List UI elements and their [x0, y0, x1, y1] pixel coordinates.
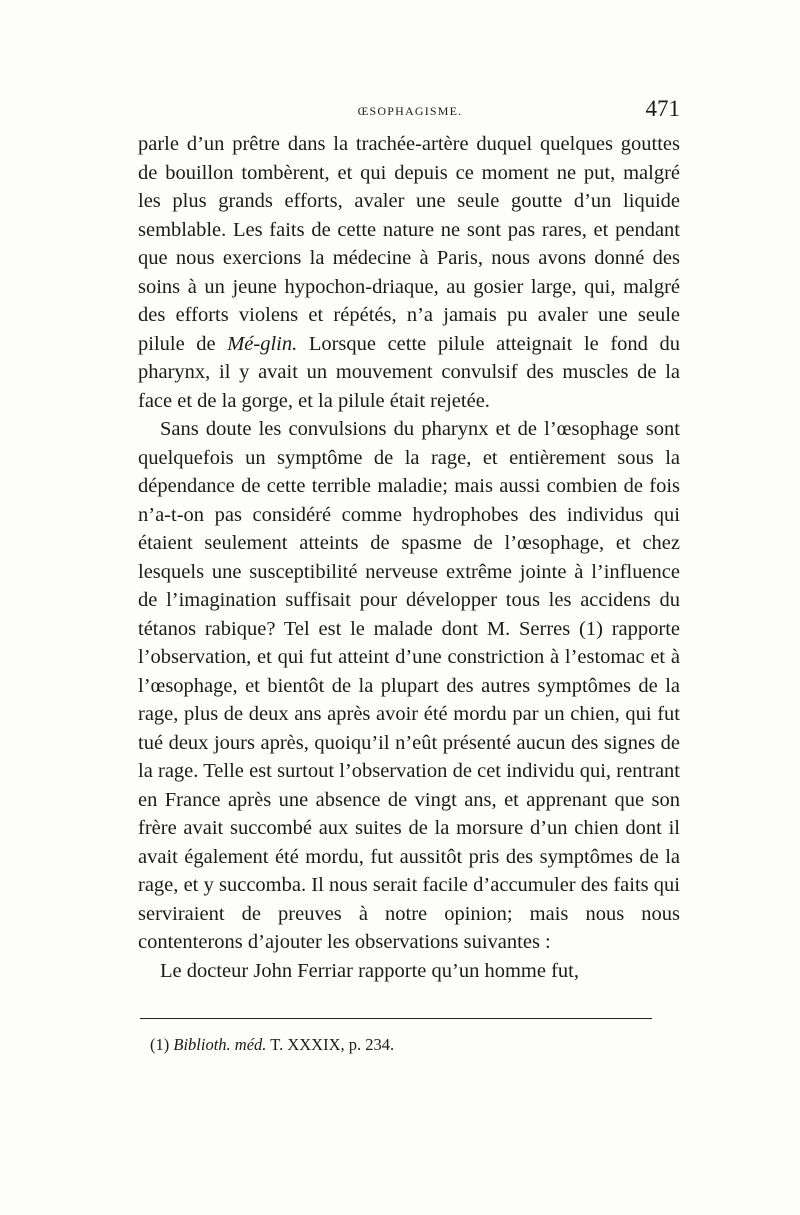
page-number: 471 [645, 96, 680, 121]
text-segment: parle d’un prêtre dans la trachée-artère duquel quelques gouttes de bouillon tombèrent, et qui depuis ce moment ne put, malgré les plus grands efforts, avaler une seule goutte d’un liquide semblable. Les faits de cette nature ne sont pas rares, et pendant que nous exercions la médecine à Paris, nous avons donné des soins à un jeune hypochon-driaque, au gosier large, qui, malgré des efforts violens et répétés, n’a jamais pu avaler une seule pilule de [138, 133, 680, 355]
footnote [150, 1034, 670, 1056]
footnote-rule [140, 1018, 652, 1019]
text-segment: Sans doute les convulsions du pharynx et de l’œsophage sont quelquefois un symptôme de la rage, et entièrement sous la dépendance de cette terrible maladie; mais aussi combien de fois n’a-t-on pas considéré comme hydrophobes des individus qui étaient seulement atteints de spasme de l’œsophage, et chez lesquels une susceptibilité nerveuse extrême jointe à l’influence de l’imagination suffisait pour développer tous les accidens du tétanos rabique? Tel est le malade dont M. Serres (1) rapporte l’observation, et qui fut atteint d’une constriction à l’estomac et à l’œsophage, et bientôt de la plupart des autres symptômes de la rage, plus de deux ans après avoir été mordu par un chien, qui fut tué deux jours après, quoiqu’il n’eût présenté aucun des signes de la rage. Telle est surtout l’observation de cet individu qui, rentrant en France après une absence de vingt ans, et apprenant que son frère avait succombé aux suites de la morsure d’un chien dont il avait également été mordu, fut aussitôt pris des symptômes de la rage, et y succomba. Il nous serait facile d’accumuler des faits qui serviraient de preuves à notre opinion; mais nous nous contenterons d’ajouter les observations suivantes : [138, 418, 680, 953]
paragraph-3 [138, 957, 680, 986]
running-title: ŒSOPHAGISME. [357, 104, 463, 118]
footnote-reference: T. XXXIX, p. 234. [270, 1035, 395, 1054]
paragraph-2 [138, 415, 680, 957]
text-segment: Lorsque cette pilule atteignait le fond du pharynx, il y avait un mouvement convulsif des muscles de la face et de la gorge, et la pilule était rejetée. [138, 332, 680, 412]
text-segment-italic: Mé-glin. [227, 332, 298, 355]
body-text [138, 130, 680, 985]
paragraph-1 [138, 130, 680, 415]
footnote-source: Biblioth. méd. [173, 1035, 267, 1054]
running-head [140, 96, 680, 126]
footnote-marker: (1) [150, 1035, 170, 1054]
text-segment: Le docteur John Ferriar rapporte qu’un homme fut, [160, 959, 579, 982]
